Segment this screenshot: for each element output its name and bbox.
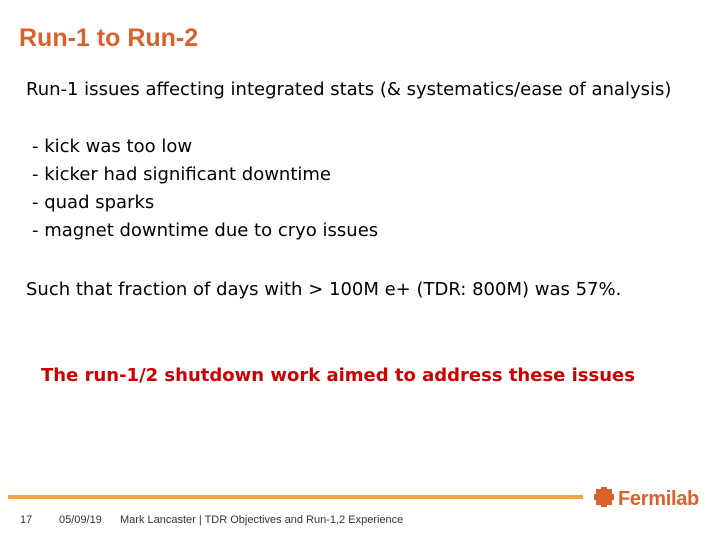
intro-text: Run-1 issues affecting integrated stats (& systematics/ease of analysis) (26, 79, 672, 100)
footer-caption: Mark Lancaster | TDR Objectives and Run-1,2 Experience (120, 514, 404, 526)
fermilab-logo-text: Fermilab (618, 488, 699, 510)
fermilab-logo (594, 487, 699, 512)
page-number: 17 (20, 514, 33, 526)
list-item: - quad sparks (32, 192, 155, 213)
highlight-text: The run-1/2 shutdown work aimed to address these issues (41, 365, 635, 386)
footer-divider (8, 495, 583, 499)
footer-date: 05/09/19 (59, 514, 102, 526)
summary-text: Such that fraction of days with > 100M e+ (TDR: 800M) was 57%. (26, 279, 622, 300)
list-item: - kick was too low (32, 136, 193, 157)
slide-title: Run-1 to Run-2 (19, 24, 199, 52)
issues-list (32, 133, 378, 245)
list-item: - kicker had significant downtime (32, 164, 332, 185)
fermilab-logo-icon (594, 487, 614, 512)
list-item: - magnet downtime due to cryo issues (32, 220, 379, 241)
